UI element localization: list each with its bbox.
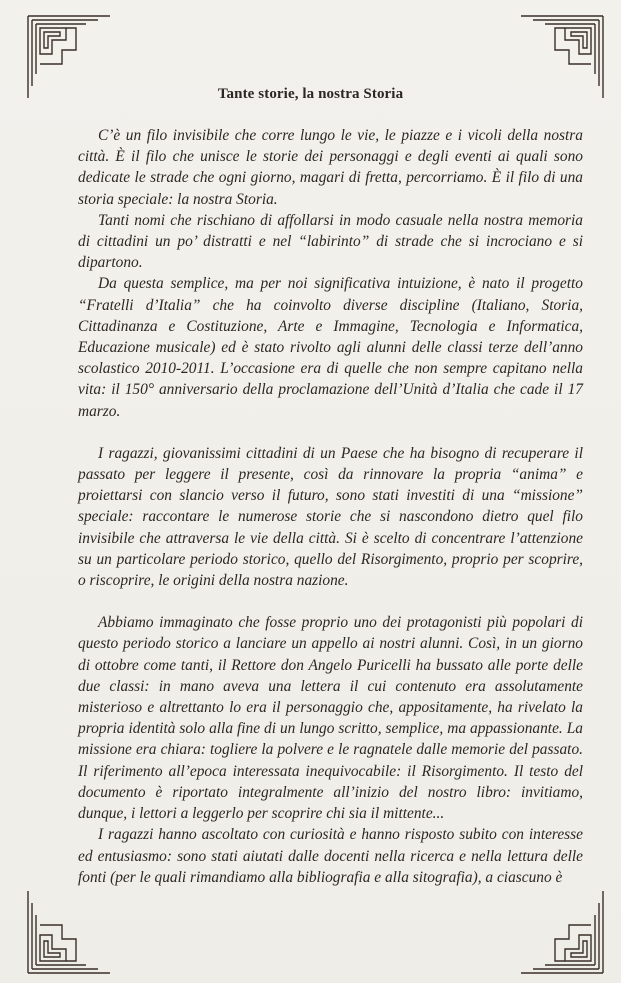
paragraph: I ragazzi, giovanissimi cittadini di un Paese che ha bisogno di recuperare il passato per leggere il presente, così da rinnovare la propria “anima” e proiettarsi con slancio verso il futuro, sono stati investiti di una “missione” speciale: raccontare le numerose storie che si nascondono dietro quel filo invisibile che attraversa le vie della città. Si è scelto di concentrare l’attenzione su un particolare periodo storico, quello del Risorgimento, proprio per scoprire, o riscoprire, le origini della nostra nazione.	[78, 444, 583, 590]
body-text	[78, 125, 583, 888]
paragraph: Da questa semplice, ma per noi significativa intuizione, è nato il progetto “Fratelli d’Italia” che ha coinvolto diverse discipline (Italiano, Storia, Cittadinanza e Costituzione, Arte e Immagine, Tecnologia e Informatica, Educazione musicale) ed è stato rivolto agli alunni delle classi terze dell’anno scolastico 2010-2011. L’occasione era di quelle che non sempre capitano nella vita: il 150° anniversario della proclamazione dell’Unità d’Italia che cade il 17 marzo.	[78, 275, 583, 420]
paragraph: Abbiamo immaginato che fosse proprio uno dei protagonisti più popolari di questo periodo storico a lanciare un appello ai nostri alunni. Così, in un giorno di ottobre come tanti, il Rettore don Angelo Puricelli ha bussato alle porte delle due classi: in mano aveva una lettera il cui contenuto era assolutamente misterioso e altrettanto lo era il personaggio che, appositamente, ha rivelato la propria identità solo alla fine di un lungo scritto, semplice, ma appassionante. La missione era chiara: togliere la polvere e le ragnatele dalle memorie del passato. Il riferimento all’epoca interessata inequivocabile: il Risorgimento. Il testo del documento è riportato integralmente all’inizio del nostro libro: invitiamo, dunque, i lettori a leggerlo per scoprire chi sia il mittente...	[78, 614, 583, 823]
page-title: Tante storie, la nostra Storia	[217, 86, 404, 102]
paragraph: I ragazzi hanno ascoltato con curiosità e hanno risposto subito con interesse ed entusiasmo: sono stati aiutati dalle docenti nella ricerca e nella lettura delle fonti (per le quali rimandiamo alla bibliografia e alla sitografia), a ciascuno è	[78, 826, 583, 886]
paragraph: C’è un filo invisibile che corre lungo le vie, le piazze e i vicoli della nostra città. È il filo che unisce le storie dei personaggi e degli eventi ai quali sono dedicate le strade che ogni giorno, magari di fretta, percorriamo. È il filo di una storia speciale: la nostra Storia.	[78, 127, 583, 208]
corner-ornament-icon	[26, 889, 112, 975]
paragraph: Tanti nomi che rischiano di affollarsi in modo casuale nella nostra memoria di cittadini un po’ distratti e nel “labirinto” di strade che si incrociano e si dipartono.	[78, 211, 583, 272]
corner-ornament-bottom-left	[26, 889, 112, 975]
corner-ornament-icon	[519, 889, 605, 975]
corner-ornament-bottom-right	[519, 889, 605, 975]
